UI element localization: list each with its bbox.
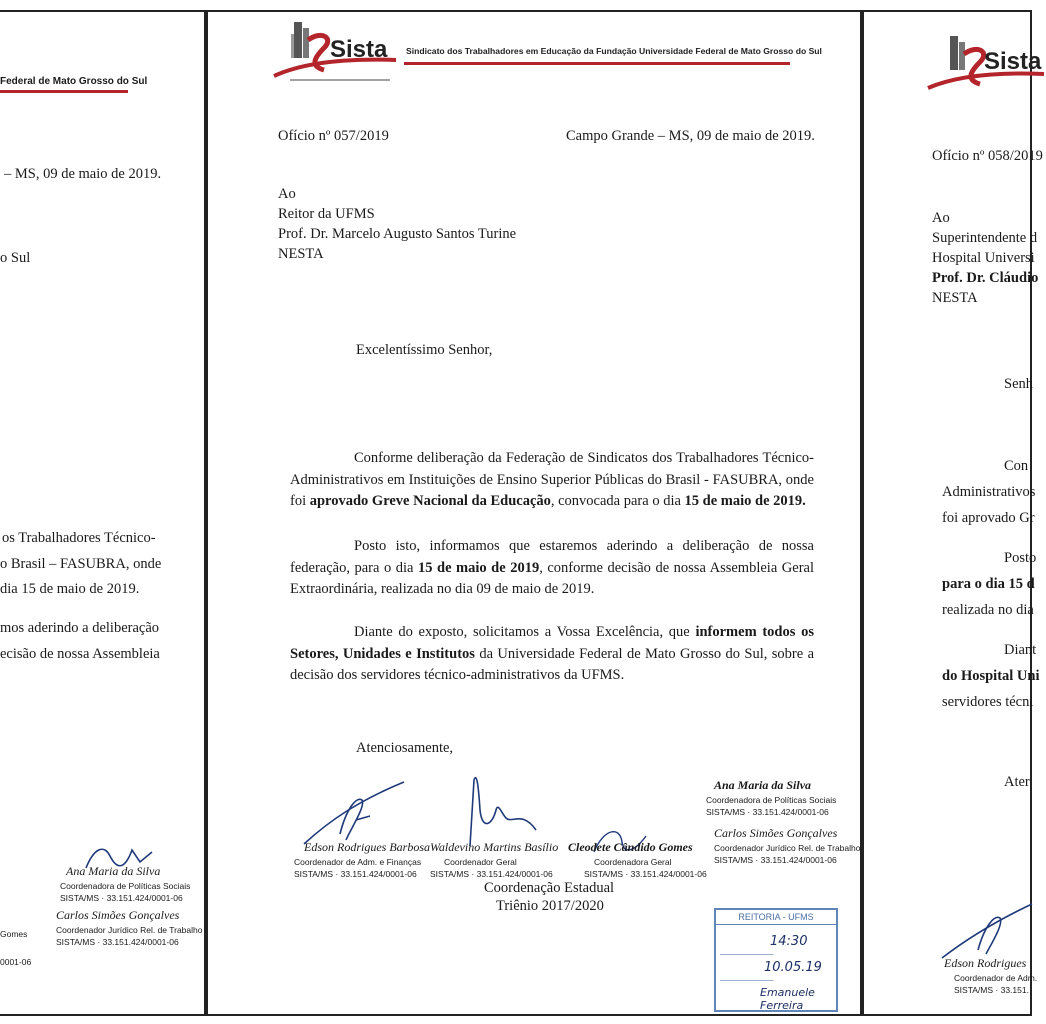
trienio: Triênio 2017/2020: [496, 898, 604, 914]
paragraph-line: servidores técni: [942, 694, 1034, 710]
signer-role: Coordenador de Adm.: [954, 973, 1038, 983]
paragraph-line: Diant: [1004, 642, 1037, 658]
paragraph-line: para o dia 15 d: [942, 576, 1035, 592]
signer-role: Coordenadora de Políticas Sociais: [60, 881, 191, 891]
stamp-time: 14:30: [770, 934, 808, 949]
signer-role: Coordenador Jurídico Rel. de Trabalho: [56, 925, 203, 935]
text-fragment: 0001-06: [0, 957, 32, 967]
paragraph-line: Administrativos: [942, 484, 1036, 500]
signer-role: Coordenadora Geral: [594, 857, 672, 867]
address-line: Hospital Universi: [932, 250, 1035, 266]
stamp-date: 10.05.19: [764, 960, 822, 975]
paragraph-bold: 15 de maio de 2019.: [684, 493, 806, 509]
paragraph-text: , conforme decisão de nossa Assembleia Geral Extraordinária, realizada no dia 09 de maio de 2019.: [290, 559, 814, 597]
address-line: Reitor da UFMS: [278, 206, 375, 222]
right-document-page: [862, 10, 1043, 1016]
signer-name: Ana Maria da Silva: [714, 778, 812, 792]
closing: Atenciosamente,: [356, 740, 454, 756]
handwritten-signature: [938, 884, 1034, 964]
stamp-title: REITORIA - UFMS: [716, 910, 836, 925]
address-line: Ao: [932, 210, 950, 226]
signer-id: SISTA/MS · 33.151.424/0001-06: [60, 893, 183, 903]
address-line: NESTA: [932, 290, 978, 306]
oficio-number: Ofício nº 057/2019: [278, 128, 389, 144]
paragraph-line: do Hospital Uni: [942, 668, 1040, 684]
coordination: Coordenação Estadual: [484, 880, 615, 896]
signer-name: Cleodete Cândido Gomes: [568, 840, 693, 854]
salutation: Excelentíssimo Senhor,: [356, 342, 493, 358]
sista-logo: [270, 18, 400, 84]
letter-date: – MS, 09 de maio de 2019.: [4, 166, 162, 182]
signer-role: Coordenadora de Políticas Sociais: [706, 795, 837, 805]
letterhead-text: Federal de Mato Grosso do Sul: [0, 76, 148, 87]
signer-name: Ana Maria da Silva: [66, 864, 161, 878]
paragraph-line: o Brasil – FASUBRA, onde: [0, 556, 162, 572]
paragraph-bold: informem todos os Setores, Unidades e Institutos: [290, 624, 814, 662]
signer-name: Carlos Simões Gonçalves: [56, 908, 180, 922]
paragraph-text: Diante do exposto, solicitamos a Vossa Excelência, que: [354, 624, 696, 640]
address-fragment: o Sul: [0, 250, 31, 266]
signer-name: Carlos Simões Gonçalves: [714, 826, 838, 840]
paragraph-1: [290, 448, 814, 513]
signer-id: SISTA/MS · 33.151.424/0001-06: [714, 855, 837, 865]
letterhead-line: [404, 62, 790, 65]
center-document-page: [206, 10, 862, 1016]
signer-id: SISTA/MS · 33.151.424/0001-06: [294, 869, 417, 879]
paragraph-text: , convocada para o dia: [550, 493, 685, 509]
signer-role: Coordenador Geral: [444, 857, 517, 867]
paragraph-line: mos aderindo a deliberação: [0, 620, 160, 636]
salutation: Senh: [1004, 376, 1033, 392]
signer-id: SISTA/MS · 33.151.424/0001-06: [706, 807, 829, 817]
address-line: NESTA: [278, 246, 324, 262]
text-fragment: Gomes: [0, 929, 28, 939]
paragraph-text: Posto isto, informamos que estaremos aderindo a deliberação de nossa federação, para o dia: [290, 538, 814, 576]
stamp-row-label: ____________: [720, 946, 774, 955]
signer-name: Edson Rodrigues Barbosa: [304, 840, 430, 854]
paragraph-line: foi aprovado Gr: [942, 510, 1035, 526]
paragraph-bold: 15 de maio de 2019: [417, 559, 540, 576]
stamp-row-label: ____________: [720, 972, 774, 981]
address-line: Superintendente d: [932, 230, 1038, 246]
paragraph-line: ecisão de nossa Assembleia: [0, 646, 160, 662]
address-line: Prof. Dr. Cláudio: [932, 270, 1039, 286]
stamp-signature: Emanuele Ferreira: [760, 986, 815, 1012]
paragraph-3: [290, 622, 814, 687]
paragraph-2: [290, 536, 814, 601]
logo-text: Sista: [984, 48, 1042, 75]
signer-id: SISTA/MS · 33.151.424/0001-06: [584, 869, 707, 879]
paragraph-text: da Universidade Federal de Mato Grosso do Sul, sobre a decisão dos servidores técnico-administrativos da UFMS.: [290, 645, 815, 683]
signer-role: Coordenador Jurídico Rel. de Trabalho: [714, 843, 861, 853]
address-line: Ao: [278, 186, 296, 202]
handwritten-signature: [452, 770, 542, 850]
logo-text: Sista: [330, 36, 388, 63]
paragraph-line: dia 15 de maio de 2019.: [0, 581, 140, 597]
signer-name: Waldevino Martins Basílio: [430, 840, 559, 854]
signer-name: Edson Rodrigues: [944, 956, 1027, 970]
signer-role: Coordenador de Adm. e Finanças: [294, 857, 422, 867]
left-document-page: [0, 10, 206, 1016]
paragraph-bold: aprovado Greve Nacional da Educação: [309, 493, 551, 509]
paragraph-line: Con: [1004, 458, 1029, 474]
paragraph-line: os Trabalhadores Técnico-: [2, 530, 156, 546]
paragraph-line: Posto: [1004, 550, 1037, 566]
letterhead-title: Sindicato dos Trabalhadores em Educação da Fundação Universidade Federal de Mato Grosso do Sul: [406, 46, 822, 56]
address-line: Prof. Dr. Marcelo Augusto Santos Turine: [278, 226, 517, 242]
signer-id: SISTA/MS · 33.151.424/0001-06: [56, 937, 179, 947]
handwritten-signature: [300, 770, 410, 850]
reception-stamp: [714, 908, 838, 1012]
sista-logo: [926, 34, 1046, 94]
oficio-number: Ofício nº 058/2019: [932, 148, 1043, 164]
letterhead-line: [0, 90, 128, 93]
signer-id: SISTA/MS · 33.151.424/0001-06: [430, 869, 553, 879]
paragraph-line: realizada no dia: [942, 602, 1034, 618]
letter-date: Campo Grande – MS, 09 de maio de 2019.: [566, 128, 815, 144]
closing: Ater: [1004, 774, 1030, 790]
paragraph-text: Conforme deliberação da Federação de Sindicatos dos Trabalhadores Técnico-Administrativos em Instituições de Ensino Superior Públicas do Brasil - FASUBRA, onde foi: [290, 450, 814, 509]
signer-id: SISTA/MS · 33.151.: [954, 985, 1029, 995]
